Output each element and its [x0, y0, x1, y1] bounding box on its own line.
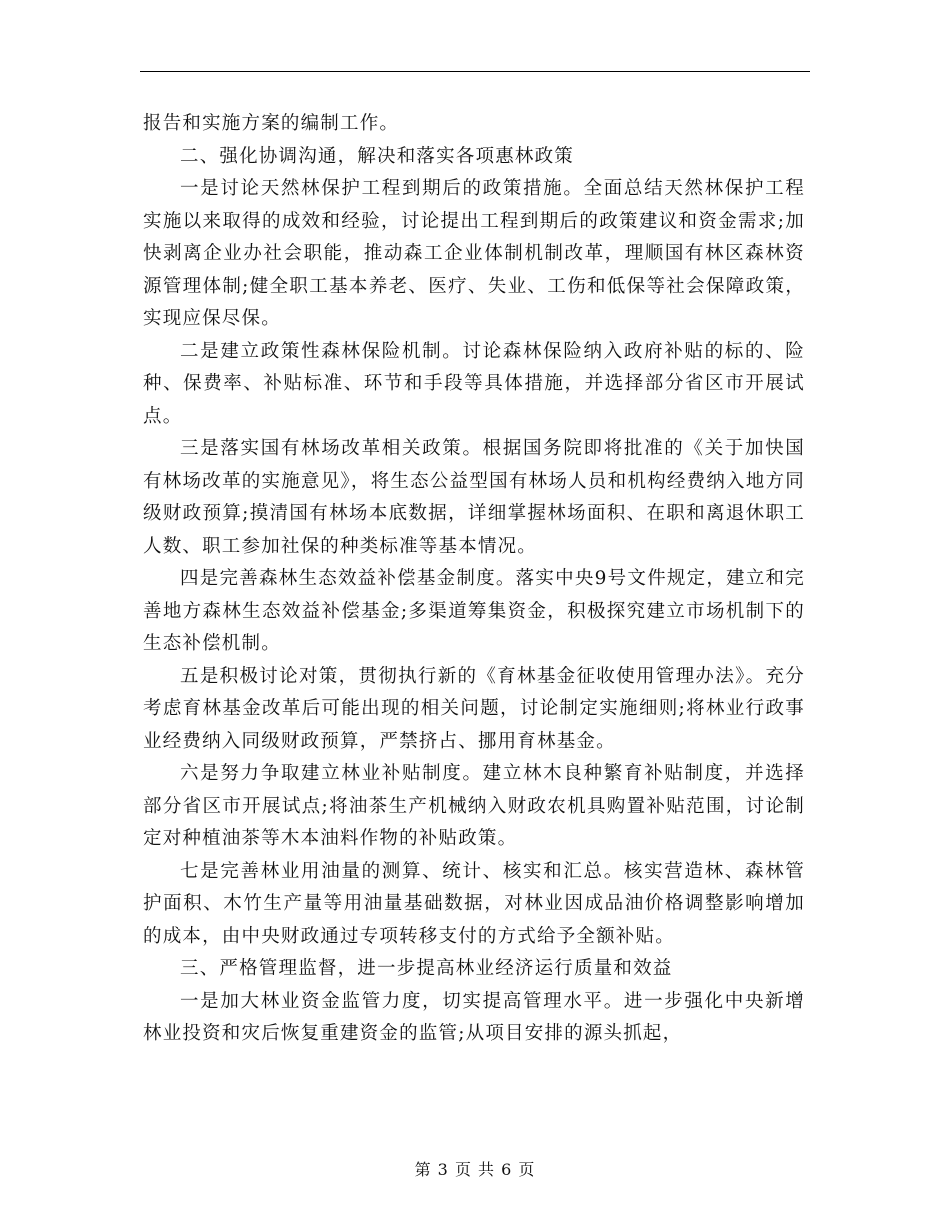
paragraph: 五是积极讨论对策，贯彻执行新的《育林基金征收使用管理办法》。充分考虑育林基金改革后可能出现的相关问题，讨论制定实施细则;将林业行政事业经费纳入同级财政预算，严禁挤占、挪用育林基金。 — [143, 665, 805, 752]
paragraph: 报告和实施方案的编制工作。 — [143, 113, 400, 134]
header-rule — [140, 71, 810, 72]
paragraph: 三是落实国有林场改革相关政策。根据国务院即将批准的《关于加快国有林场改革的实施意见》，将生态公益型国有林场人员和机构经费纳入地方同级财政预算;摸清国有林场本底数据，详细掌握林场面积、在职和离退休职工人数、职工参加社保的种类标准等基本情况。 — [143, 438, 805, 557]
paragraph: 一是加大林业资金监管力度，切实提高管理水平。进一步强化中央新增林业投资和灾后恢复重建资金的监管;从项目安排的源头抓起， — [143, 990, 805, 1044]
document-body — [143, 108, 805, 1051]
paragraph: 七是完善林业用油量的测算、统计、核实和汇总。核实营造林、森林管护面积、木竹生产量等用油量基础数据，对林业因成品油价格调整影响增加的成本，由中央财政通过专项转移支付的方式给予全额补贴。 — [143, 860, 805, 947]
section-heading: 三、严格管理监督，进一步提高林业经济运行质量和效益 — [180, 958, 673, 979]
page-number-footer: 第 3 页 共 6 页 — [414, 1160, 536, 1179]
paragraph: 一是讨论天然林保护工程到期后的政策措施。全面总结天然林保护工程实施以来取得的成效和经验，讨论提出工程到期后的政策建议和资金需求;加快剥离企业办社会职能，推动森工企业体制机制改革，理顺国有林区森林资源管理体制;健全职工基本养老、医疗、失业、工伤和低保等社会保障政策，实现应保尽保。 — [143, 178, 805, 329]
paragraph: 二是建立政策性森林保险机制。讨论森林保险纳入政府补贴的标的、险种、保费率、补贴标准、环节和手段等具体措施，并选择部分省区市开展试点。 — [143, 340, 805, 427]
paragraph: 六是努力争取建立林业补贴制度。建立林木良种繁育补贴制度，并选择部分省区市开展试点;将油茶生产机械纳入财政农机具购置补贴范围，讨论制定对种植油茶等木本油料作物的补贴政策。 — [143, 763, 805, 849]
paragraph: 四是完善森林生态效益补偿基金制度。落实中央9号文件规定，建立和完善地方森林生态效益补偿基金;多渠道筹集资金，积极探究建立市场机制下的生态补偿机制。 — [143, 568, 805, 654]
section-heading: 二、强化协调沟通，解决和落实各项惠林政策 — [180, 145, 575, 167]
